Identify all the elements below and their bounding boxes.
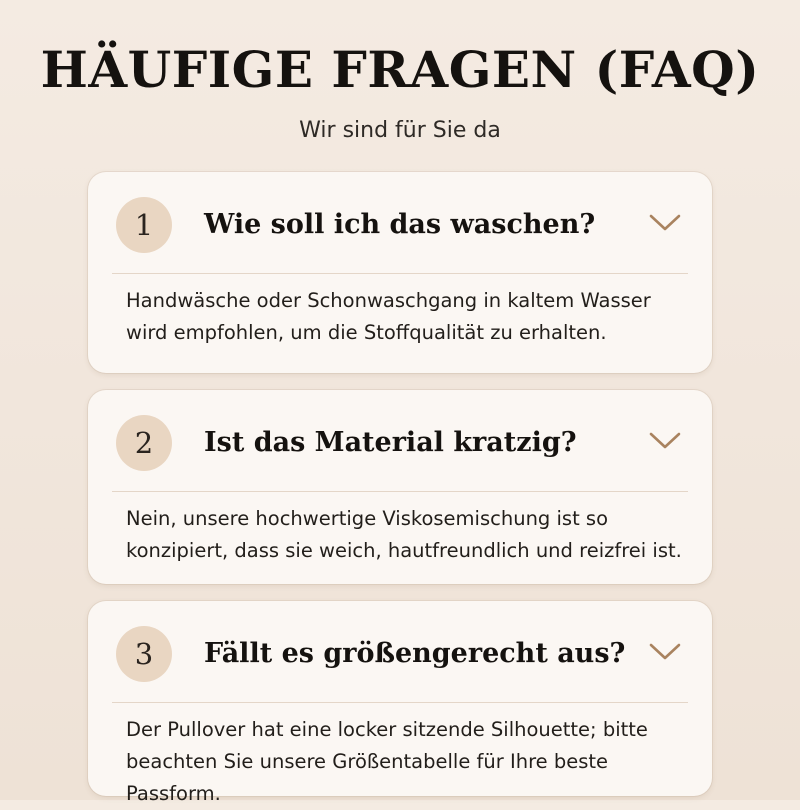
- faq-item-3: [88, 601, 712, 805]
- faq-question-toggle-1[interactable]: [88, 172, 712, 274]
- faq-answer: [126, 285, 706, 349]
- faq-item-2: [88, 390, 712, 584]
- faq-item-1: [88, 172, 712, 373]
- page-title: HÄUFIGE FRAGEN (FAQ): [40, 40, 760, 99]
- divider: [112, 491, 688, 492]
- faq-answer-line: konzipiert, dass sie weich, hautfreundlich und reizfrei ist.: [126, 539, 682, 562]
- faq-answer: [126, 503, 706, 567]
- page-subtitle: Wir sind für Sie da: [299, 118, 501, 143]
- faq-answer-line: Handwäsche oder Schonwaschgang in kaltem Wasser: [126, 289, 651, 312]
- faq-question-toggle-2[interactable]: [88, 390, 712, 492]
- faq-question-toggle-3[interactable]: [88, 601, 712, 703]
- faq-question: Ist das Material kratzig?: [204, 427, 577, 458]
- faq-answer-line: Nein, unsere hochwertige Viskosemischung ist so: [126, 507, 609, 530]
- faq-number-badge: 1: [116, 197, 172, 253]
- faq-answer-line: beachten Sie unsere Größentabelle für Ihre beste Passform.: [126, 750, 609, 805]
- faq-number-badge: 3: [116, 626, 172, 682]
- faq-number-badge: 2: [116, 415, 172, 471]
- chevron-down-icon[interactable]: [648, 639, 682, 663]
- divider: [112, 273, 688, 274]
- faq-answer-line: Der Pullover hat eine locker sitzende Silhouette; bitte: [126, 718, 648, 741]
- faq-question: Wie soll ich das waschen?: [204, 209, 596, 240]
- faq-question: Fällt es größengerecht aus?: [204, 638, 626, 669]
- chevron-down-icon[interactable]: [648, 428, 682, 452]
- faq-answer: [126, 714, 706, 810]
- chevron-down-icon[interactable]: [648, 210, 682, 234]
- faq-answer-line: wird empfohlen, um die Stoffqualität zu erhalten.: [126, 321, 607, 344]
- divider: [112, 702, 688, 703]
